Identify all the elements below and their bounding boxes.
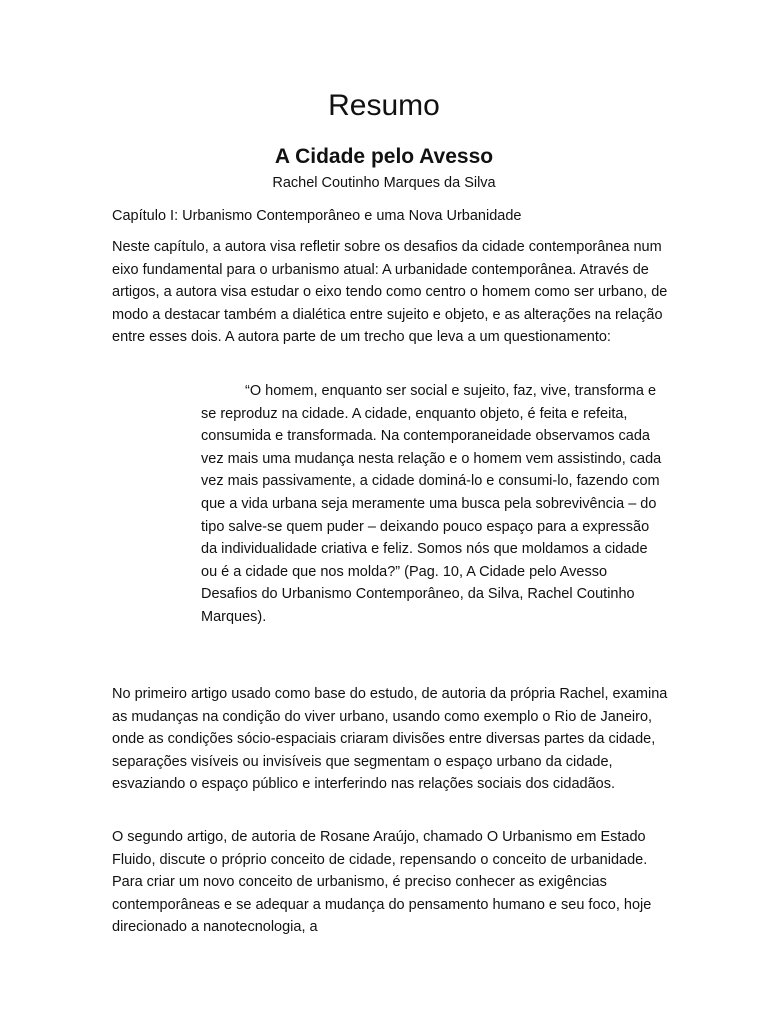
document-title: Resumo [328, 89, 440, 122]
document-subtitle: A Cidade pelo Avesso [274, 145, 494, 168]
paragraph-first-article: No primeiro artigo usado como base do estudo, de autoria da própria Rachel, examina as mudanças na condição do viver urbano, usando como exemplo o Rio de Janeiro, onde as condições sócio-espaciais criaram divisões entre diversas partes da cidade, separações visíveis ou invisíveis que segmentam o espaço urbano da cidade, esvaziando o espaço público e interferindo nas relações sociais dos cidadãos. [112, 686, 668, 793]
block-quote: “O homem, enquanto ser social e sujeito, faz, vive, transforma e se reproduz na cidade. A cidade, enquanto objeto, é feita e refeita, consumida e transformada. Na contemporaneidade observamos cada vez mais uma mudança nesta relação e o homem vem assistindo, cada vez mais passivamente, a cidade dominá-lo e consumi-lo, fazendo com que a vida urbana seja meramente uma busca pela sobrevivência – do tipo salve-se quem puder – deixando pouco espaço para a expressão da individualidade criativa e feliz. Somos nós que moldamos a cidade ou é a cidade que nos molda?” (Pag. 10, A Cidade pelo Avesso Desafios do Urbanismo Contemporâneo, da Silva, Rachel Coutinho Marques). [201, 383, 662, 625]
paragraph-second-article: O segundo artigo, de autoria de Rosane Araújo, chamado O Urbanismo em Estado Fluido, discute o próprio conceito de cidade, repensando o conceito de urbanidade. Para criar um novo conceito de urbanismo, é preciso conhecer as exigências contemporâneas e se adequar a mudança do pensamento humano e seu foco, hoje direcionado a nanotecnologia, a [112, 829, 652, 936]
paragraph-intro: Neste capítulo, a autora visa refletir sobre os desafios da cidade contemporânea num eixo fundamental para o urbanismo atual: A urbanidade contemporânea. Através de artigos, a autora visa estudar o eixo tendo como centro o homem como ser urbano, de modo a destacar também a dialética entre sujeito e objeto, e as alterações na relação entre esses dois. A autora parte de um trecho que leva a um questionamento: [112, 239, 668, 346]
document-author: Rachel Coutinho Marques da Silva [272, 175, 496, 191]
chapter-heading: Capítulo I: Urbanismo Contemporâneo e uma Nova Urbanidade [112, 208, 522, 224]
